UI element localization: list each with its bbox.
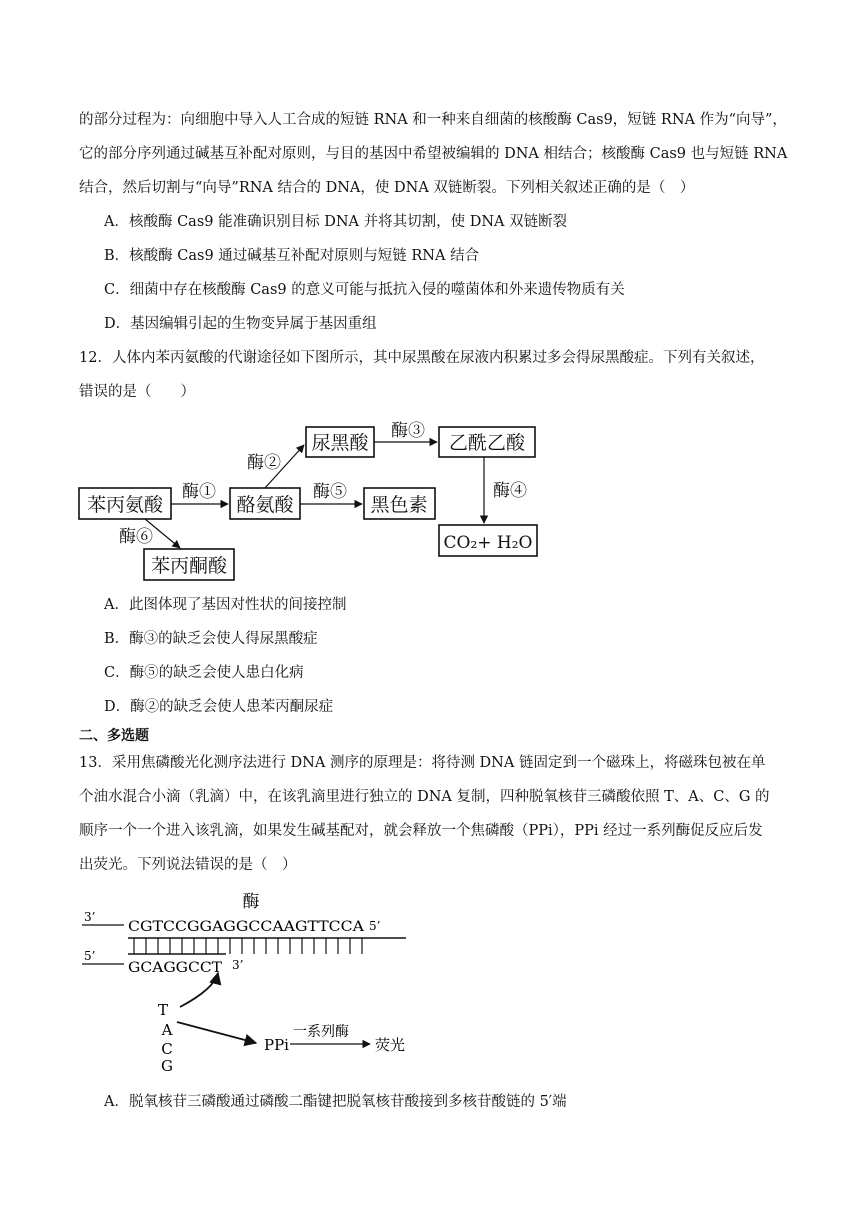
label-enzyme-2: 酶② bbox=[247, 453, 281, 473]
node-phenylpyruvate: 苯丙酮酸 bbox=[150, 555, 228, 577]
metabolism-diagram bbox=[0, 415, 860, 585]
q11-option-d: D．基因编辑引起的生物变异属于基因重组 bbox=[104, 316, 377, 332]
top-strand-sequence: CGTCCGGAGGCCAAGTTCCA bbox=[128, 919, 365, 935]
label-fluorescence: 荧光 bbox=[375, 1036, 406, 1054]
label-enzyme-1: 酶① bbox=[182, 482, 216, 502]
q13-stem-line-1: 13．采用焦磷酸光化测序法进行 DNA 测序的原理是：将待测 DNA 链固定到一个磁珠上，将磁珠包被在单 bbox=[79, 755, 766, 771]
q12-stem-line-2: 错误的是（ ） bbox=[79, 384, 195, 400]
label-ppi: PPi bbox=[264, 1036, 289, 1054]
q12-option-c: C．酶⑤的缺乏会使人患白化病 bbox=[104, 665, 304, 681]
q13-stem-line-3: 顺序一个一个进入该乳滴，如果发生碱基配对，就会释放一个焦磷酸（PPi），PPi 经过一系列酶促反应后发 bbox=[79, 823, 763, 839]
node-co2-h2o: CO₂+ H₂O bbox=[443, 533, 533, 553]
label-enzyme-5: 酶⑤ bbox=[313, 482, 347, 502]
node-acetoacetate: 乙酰乙酸 bbox=[448, 432, 526, 454]
q11-line-2: 它的部分序列通过碱基互补配对原则，与目的基因中希望被编辑的 DNA 相结合；核酸酶 Cas9 也与短链 RNA bbox=[79, 146, 788, 162]
node-phenylalanine: 苯丙氨酸 bbox=[86, 494, 164, 516]
label-enzyme-6: 酶⑥ bbox=[119, 527, 153, 547]
q12-option-b: B．酶③的缺乏会使人得尿黑酸症 bbox=[104, 631, 318, 647]
q12-stem-line-1: 12．人体内苯丙氨酸的代谢途径如下图所示，其中尿黑酸在尿液内积累过多会得尿黑酸症。下列有关叙述， bbox=[79, 350, 765, 366]
bottom-strand-sequence: GCAGGCCT bbox=[128, 960, 223, 976]
base-t: T bbox=[157, 1001, 169, 1019]
label-3-prime-bottom: 3’ bbox=[232, 958, 244, 972]
base-c: C bbox=[161, 1040, 173, 1058]
label-5-prime-bottom: 5’ bbox=[84, 949, 96, 963]
base-pair-ticks bbox=[134, 938, 362, 954]
base-a: A bbox=[161, 1021, 173, 1039]
node-tyrosine: 酪氨酸 bbox=[236, 494, 294, 516]
q13-stem-line-4: 出荧光。下列说法错误的是（ ） bbox=[79, 857, 297, 873]
label-5-prime-top: 5’ bbox=[369, 919, 381, 933]
arrow-to-ppi bbox=[177, 1022, 256, 1043]
pyrosequencing-diagram bbox=[0, 885, 860, 1075]
base-g: G bbox=[161, 1057, 173, 1075]
q13-stem-line-2: 个油水混合小滴（乳滴）中，在该乳滴里进行独立的 DNA 复制，四种脱氧核苷三磷酸依照 T、A、C、G 的 bbox=[79, 789, 770, 805]
label-3-prime-top: 3’ bbox=[84, 910, 96, 924]
q13-option-a: A．脱氧核苷三磷酸通过磷酸二酯键把脱氧核苷酸接到多核苷酸链的 5′端 bbox=[104, 1094, 567, 1110]
section-title-multiple-choice: 二、多选题 bbox=[79, 728, 149, 744]
node-melanin: 黑色素 bbox=[370, 494, 428, 516]
label-enzyme: 酶 bbox=[242, 892, 260, 912]
arrow-to-primer bbox=[180, 973, 218, 1007]
q11-line-1: 的部分过程为：向细胞中导入人工合成的短链 RNA 和一种来自细菌的核酸酶 Cas9，短链 RNA 作为“向导”， bbox=[79, 112, 787, 128]
q11-line-3: 结合，然后切割与“向导”RNA 结合的 DNA，使 DNA 双链断裂。下列相关叙述正确的是（ ） bbox=[79, 180, 695, 196]
label-enzyme-3: 酶③ bbox=[391, 421, 425, 441]
q12-option-d: D．酶②的缺乏会使人患苯丙酮尿症 bbox=[104, 699, 334, 715]
node-homogentisic-acid: 尿黑酸 bbox=[311, 432, 369, 454]
q11-option-b: B．核酸酶 Cas9 通过碱基互补配对原则与短链 RNA 结合 bbox=[104, 248, 480, 264]
label-series-enzymes: 一系列酶 bbox=[293, 1024, 349, 1040]
q11-option-c: C．细菌中存在核酸酶 Cas9 的意义可能与抵抗入侵的噬菌体和外来遗传物质有关 bbox=[104, 282, 625, 298]
q12-option-a: A．此图体现了基因对性状的间接控制 bbox=[104, 597, 347, 613]
q11-option-a: A．核酸酶 Cas9 能准确识别目标 DNA 并将其切割，使 DNA 双链断裂 bbox=[104, 214, 568, 230]
label-enzyme-4: 酶④ bbox=[493, 481, 527, 501]
